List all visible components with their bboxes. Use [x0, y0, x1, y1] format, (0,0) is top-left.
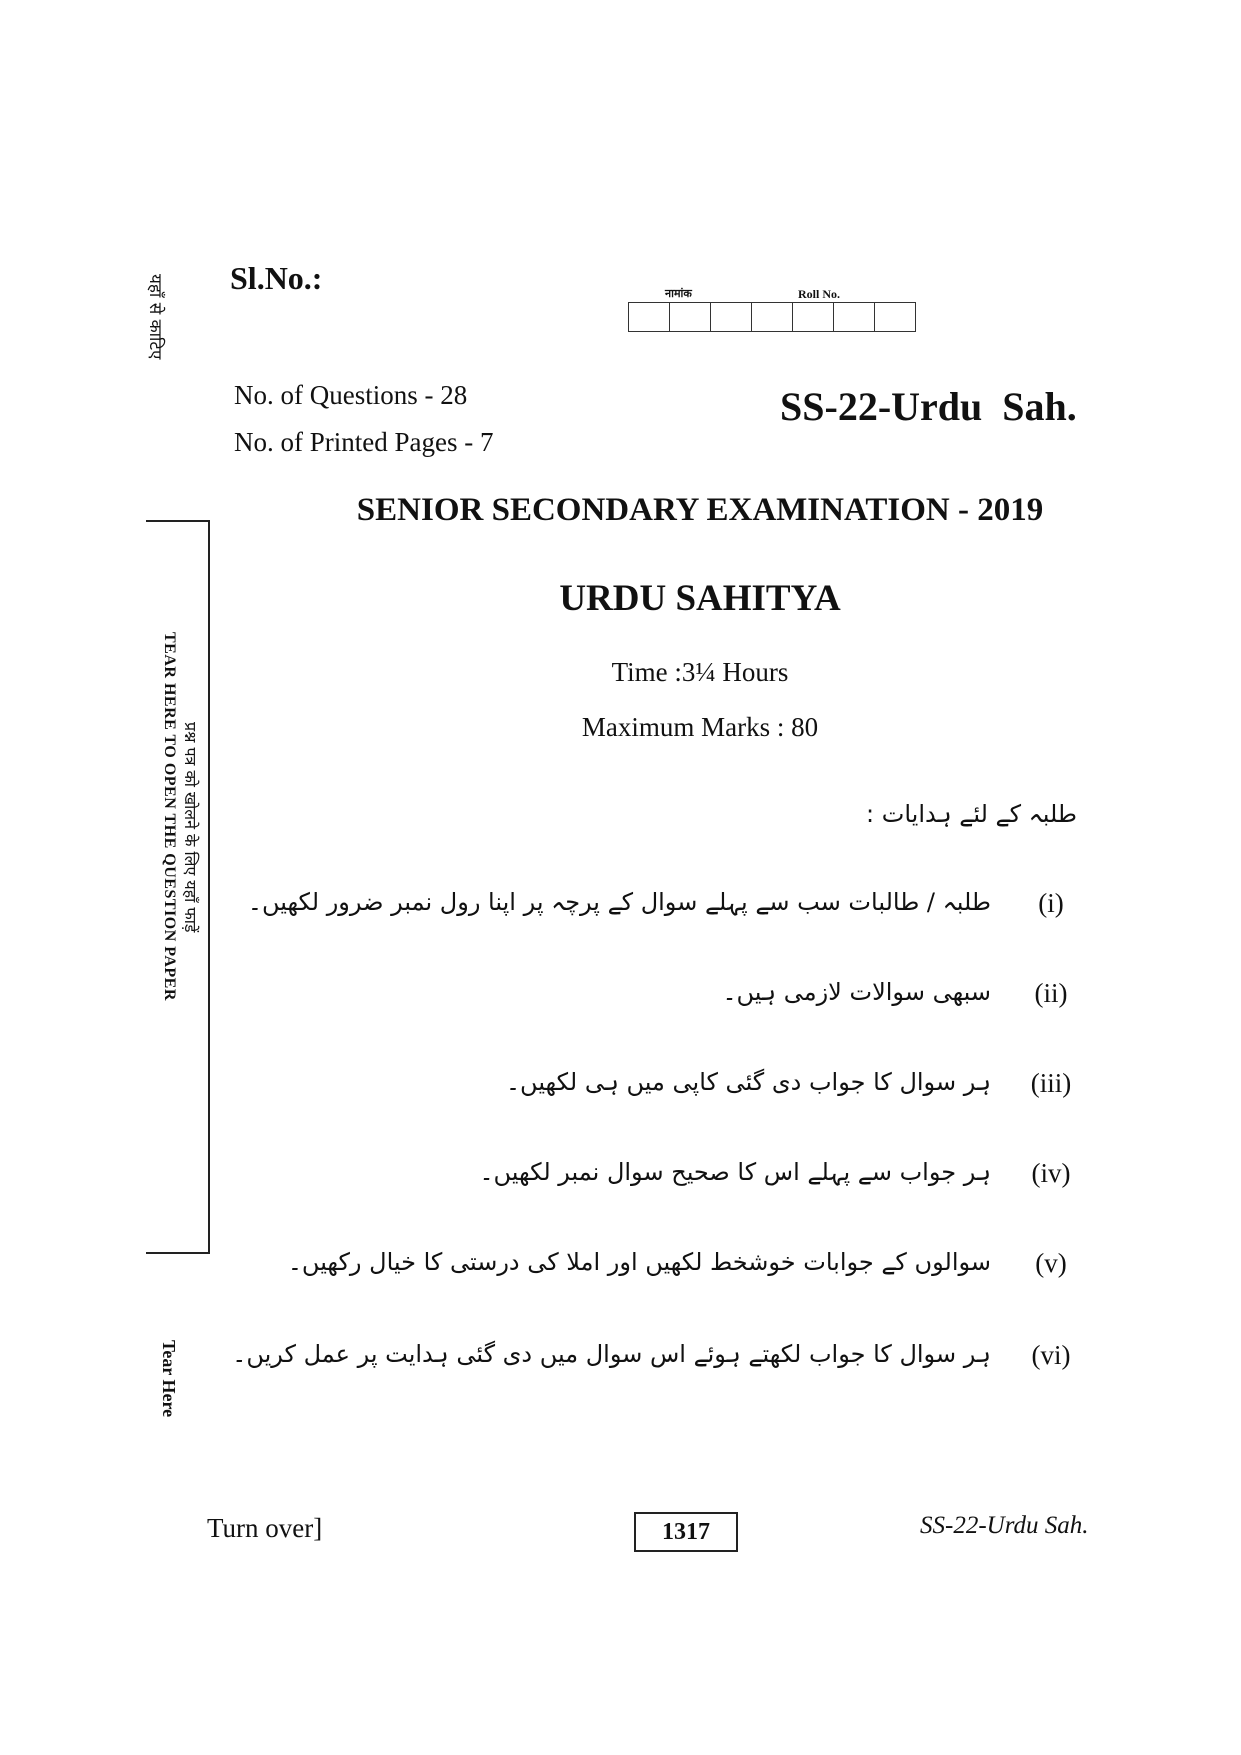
- instruction-number: (iii): [1030, 1068, 1072, 1098]
- instruction-item: [232, 1340, 1081, 1380]
- instruction-item: [400, 1068, 1081, 1108]
- roll-digit-box[interactable]: [710, 302, 752, 332]
- instruction-number: (i): [1038, 888, 1064, 918]
- roll-digit-box[interactable]: [874, 302, 916, 332]
- instruction-text: سبھی سوالات لازمی ہیں۔: [722, 978, 991, 1006]
- turn-over-label: Turn over]: [207, 1513, 323, 1543]
- instruction-text: سوالوں کے جوابات خوشخط لکھیں اور املا کی درستی کا خیال رکھیں۔: [287, 1248, 991, 1276]
- tear-here-label: Tear Here: [159, 1340, 179, 1418]
- roll-digit-box[interactable]: [751, 302, 793, 332]
- maximum-marks: Maximum Marks : 80: [581, 712, 819, 742]
- instruction-text: ہر سوال کا جواب لکھتے ہوئے اس سوال میں دی گئی ہدایت پر عمل کریں۔: [232, 1340, 991, 1368]
- instruction-number: (v): [1035, 1248, 1067, 1278]
- instruction-text: طلبہ / طالبات سب سے پہلے سوال کے پرچہ پر اپنا رول نمبر ضرور لکھیں۔: [247, 888, 991, 916]
- roll-digit-box[interactable]: [792, 302, 834, 332]
- instruction-text: ہر جواب سے پہلے اس کا صحیح سوال نمبر لکھیں۔: [479, 1158, 991, 1186]
- instruction-number: (iv): [1031, 1158, 1071, 1188]
- cut-here-hindi: यहाँ से काटिए: [145, 274, 165, 360]
- roll-digit-box[interactable]: [669, 302, 711, 332]
- subject-title: URDU SAHITYA: [559, 578, 841, 619]
- instruction-number: (vi): [1031, 1340, 1071, 1370]
- footer-paper-code: SS-22-Urdu Sah.: [920, 1512, 1089, 1539]
- serial-number-label: Sl.No.:: [230, 260, 323, 296]
- roll-number-label: Roll No.: [798, 287, 840, 301]
- number-of-questions: No. of Questions - 28: [234, 380, 468, 410]
- tear-instruction-hindi: प्रश्न पत्र को खोलने के लिए यहाँ फाड़ें: [181, 722, 200, 933]
- instruction-item: [287, 1248, 1081, 1288]
- number-of-pages: No. of Printed Pages - 7: [234, 427, 494, 457]
- page-number-box: 1317: [634, 1512, 738, 1552]
- instruction-item: [247, 888, 1081, 928]
- instruction-item: [400, 1158, 1081, 1198]
- exam-time: Time :3¼ Hours: [611, 657, 789, 687]
- roll-digit-box[interactable]: [628, 302, 670, 332]
- instruction-item: [400, 978, 1081, 1018]
- exam-title: SENIOR SECONDARY EXAMINATION - 2019: [356, 492, 1044, 528]
- instruction-text: ہر سوال کا جواب دی گئی کاپی میں ہی لکھیں۔: [505, 1068, 991, 1096]
- tear-instruction-english: TEAR HERE TO OPEN THE QUESTION PAPER: [161, 632, 178, 1001]
- instruction-number: (ii): [1034, 978, 1068, 1008]
- roll-number-hindi-label: नामांक: [665, 287, 692, 300]
- roll-digit-box[interactable]: [833, 302, 875, 332]
- paper-code: SS-22-Urdu Sah.: [780, 384, 1077, 429]
- roll-number-boxes[interactable]: [628, 302, 915, 332]
- instructions-heading: طلبہ کے لئے ہدایات :: [866, 800, 1077, 828]
